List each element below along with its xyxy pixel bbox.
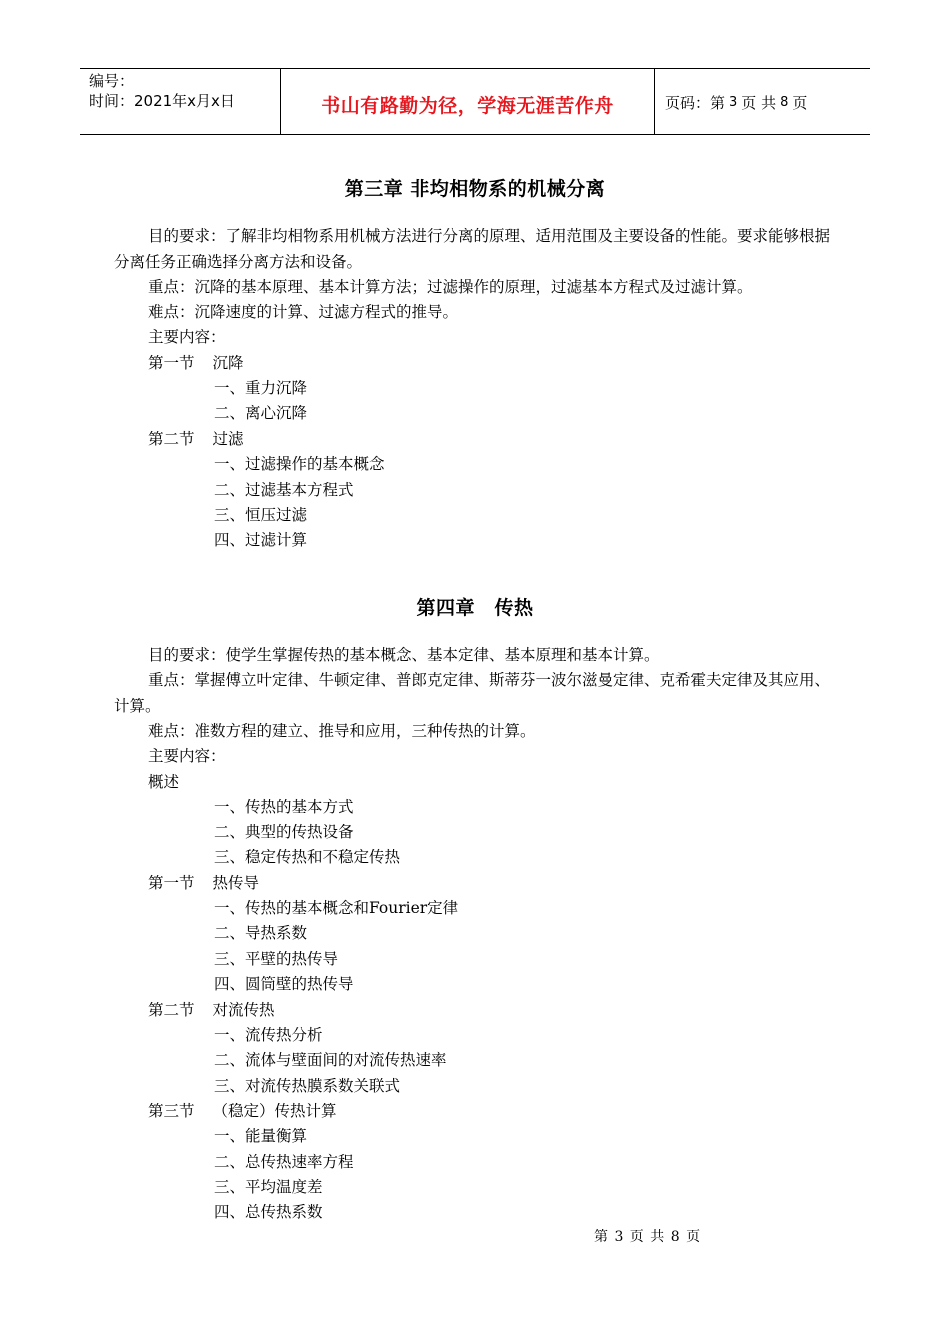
chapter4-objective: 目的要求：使学生掌握传热的基本概念、基本定律、基本原理和基本计算。: [148, 646, 660, 664]
chapter3-section1: [148, 351, 244, 377]
section-number: 第三节: [148, 1102, 195, 1120]
list-item: 一、能量衡算: [214, 1127, 308, 1145]
chapter3-objective: 目的要求：了解非均相物系用机械方法进行分离的原理、适用范围及主要设备的性能。要求能够根据分离任务正确选择分离方法和设备。: [114, 227, 831, 271]
section-title: 过滤: [212, 430, 244, 448]
section-number: 第一节: [148, 874, 195, 892]
list-item: 四、总传热系数: [214, 1203, 323, 1221]
list-item: 一、传热的基本概念和Fourier定律: [214, 899, 459, 917]
section-title: 沉降: [212, 354, 244, 372]
list-item: 一、流传热分析: [214, 1026, 323, 1044]
section-number: 第一节: [148, 354, 195, 372]
list-item: 二、离心沉降: [214, 404, 308, 422]
list-item: 四、过滤计算: [214, 531, 308, 549]
chapter4-difficulties: 难点：准数方程的建立、推导和应用，三种传热的计算。: [148, 722, 536, 740]
page-prefix: 页码：第: [665, 94, 726, 112]
list-item: 三、平均温度差: [214, 1178, 323, 1196]
section-number: 第二节: [148, 1001, 195, 1019]
chapter4-main-content: 主要内容：: [148, 747, 226, 765]
list-item: 二、典型的传热设备: [214, 823, 354, 841]
list-item: 四、圆筒壁的热传导: [214, 975, 354, 993]
chapter4-section3: [148, 1099, 337, 1125]
list-item: 一、重力沉降: [214, 379, 308, 397]
list-item: 三、对流传热膜系数关联式: [214, 1077, 401, 1095]
list-item: 三、恒压过滤: [214, 506, 308, 524]
list-item: 一、传热的基本方式: [214, 798, 354, 816]
section-title: 热传导: [212, 874, 260, 892]
chapter3-section2: [148, 427, 244, 453]
page-current: 3: [729, 95, 738, 110]
number-label: 编号：: [89, 72, 135, 90]
list-item: 二、导热系数: [214, 924, 308, 942]
page-mid: 页 共: [741, 94, 777, 112]
page-footer: 第 3 页 共 8 页: [594, 1229, 702, 1245]
header-motto: 书山有路勤为径，学海无涯苦作舟: [281, 69, 655, 134]
list-item: 一、过滤操作的基本概念: [214, 455, 385, 473]
list-item: 三、平壁的热传导: [214, 950, 339, 968]
chapter4-section2: [148, 998, 275, 1024]
page-total: 8: [780, 95, 789, 110]
section-number: 第二节: [148, 430, 195, 448]
chapter3-key-points: 重点：沉降的基本原理、基本计算方法；过滤操作的原理，过滤基本方程式及过滤计算。: [148, 278, 753, 296]
header-page-info: [655, 69, 870, 134]
chapter4-title: 第四章 传热: [416, 597, 534, 619]
chapter4-key-points: 重点：掌握傅立叶定律、牛顿定律、普郎克定律、斯蒂芬一波尔滋曼定律、克希霍夫定律及其应用、计算。: [114, 671, 831, 715]
page-suffix: 页: [792, 94, 808, 112]
chapter3-title: 第三章 非均相物系的机械分离: [344, 178, 606, 200]
list-item: 三、稳定传热和不稳定传热: [214, 848, 401, 866]
chapter4-section1: [148, 871, 259, 897]
section-title: （稳定）传热计算: [212, 1102, 337, 1120]
list-item: 二、流体与壁面间的对流传热速率: [214, 1051, 447, 1069]
list-item: 二、过滤基本方程式: [214, 481, 354, 499]
time-label: 时间：2021年x月x日: [89, 92, 235, 110]
chapter3-main-content: 主要内容：: [148, 328, 226, 346]
section-title: 对流传热: [212, 1001, 275, 1019]
list-item: 二、总传热速率方程: [214, 1153, 354, 1171]
header-meta: [80, 69, 281, 134]
chapter4-overview: 概述: [148, 773, 180, 791]
page-header: [80, 68, 870, 135]
chapter3-difficulties: 难点：沉降速度的计算、过滤方程式的推导。: [148, 303, 459, 321]
